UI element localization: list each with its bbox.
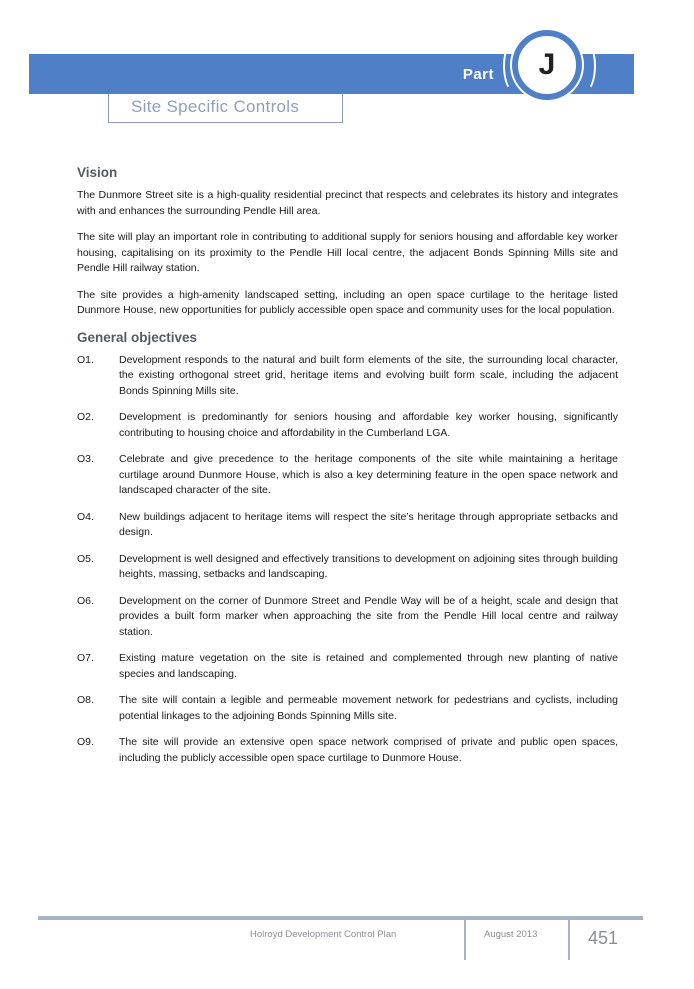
objective-number: O5. [77,552,94,565]
vision-section [77,165,618,319]
objective-text: Development is well designed and effectively transitions to development on adjoining sites through building heights, massing, setbacks and landscaping. [119,552,618,580]
vision-heading: Vision [77,165,118,180]
objective-number: O1. [77,353,94,366]
right-bracket-decoration [574,40,596,92]
footer-divider [38,916,643,920]
page-number: 451 [588,928,619,948]
objective-number: O7. [77,652,94,664]
objective-item [77,552,618,583]
objective-text: Development is predominantly for seniors housing and affordable key worker housing, significantly contributing to housing choice and affordability in the Cumberland LGA. [119,411,618,439]
objective-text: Existing mature vegetation on the site is retained and complemented through new planting of native species and landscaping. [119,652,618,680]
objective-item [77,651,618,682]
footer-document-title: Holroyd Development Control Plan [250,929,397,940]
objective-text: Development responds to the natural and built form elements of the site, the surrounding local character, the existing orthogonal street grid, heritage items and evolving built form scale, including the adjacent Bonds Spinning Mills site. [119,353,618,397]
objective-number: O3. [77,453,94,465]
objective-item [77,594,618,641]
main-content [77,165,618,777]
vision-paragraph: The site will play an important role in contributing to additional supply for seniors housing and affordable key worker housing, capitalising on its proximity to the Pendle Hill local centre, the adjacent Bonds Spinning Mills site and Pendle Hill railway station. [77,231,618,274]
objective-number: O8. [77,694,94,706]
objective-number: O4. [77,510,94,523]
part-letter-badge: J [516,34,578,96]
objective-item [77,353,618,400]
objective-text: The site will contain a legible and permeable movement network for pedestrians and cyclists, including potential linkages to the adjoining Bonds Spinning Mills site. [119,694,618,722]
objective-item [77,693,618,724]
footer-separator [464,918,466,960]
part-label: Part [462,66,494,83]
objective-text: New buildings adjacent to heritage items will respect the site’s heritage through appropriate setbacks and design. [119,510,618,538]
objective-text: Celebrate and give precedence to the heritage components of the site while maintaining a heritage curtilage around Dunmore House, which is also a key determining feature in the open space network and landscaped character of the site. [119,453,618,496]
objective-text: The site will provide an extensive open space network comprised of private and public open spaces, including the publicly accessible open space curtilage to Dunmore House. [119,736,618,764]
objective-item [77,452,618,499]
objective-item [77,410,618,441]
objective-item [77,510,618,541]
objectives-heading: General objectives [77,329,198,345]
footer-date: August 2013 [484,929,538,940]
objectives-section [77,330,618,767]
objective-number: O6. [77,594,94,607]
section-title: Site Specific Controls [131,97,300,116]
objective-number: O2. [77,411,94,423]
objective-item [77,735,618,766]
vision-paragraph: The Dunmore Street site is a high-quality residential precinct that respects and celebrates its history and integrates with and enhances the surrounding Pendle Hill area. [77,189,618,217]
vision-paragraph: The site provides a high-amenity landscaped setting, including an open space curtilage to the heritage listed Dunmore House, new opportunities for publicly accessible open space and community uses for the local population. [77,288,618,316]
section-title-box [108,94,343,123]
objective-number: O9. [77,736,94,748]
footer-separator [568,918,570,960]
objective-text: Development on the corner of Dunmore Street and Pendle Way will be of a height, scale and design that provides a built form marker when approaching the site from the Pendle Hill local centre and railway station. [119,594,618,638]
